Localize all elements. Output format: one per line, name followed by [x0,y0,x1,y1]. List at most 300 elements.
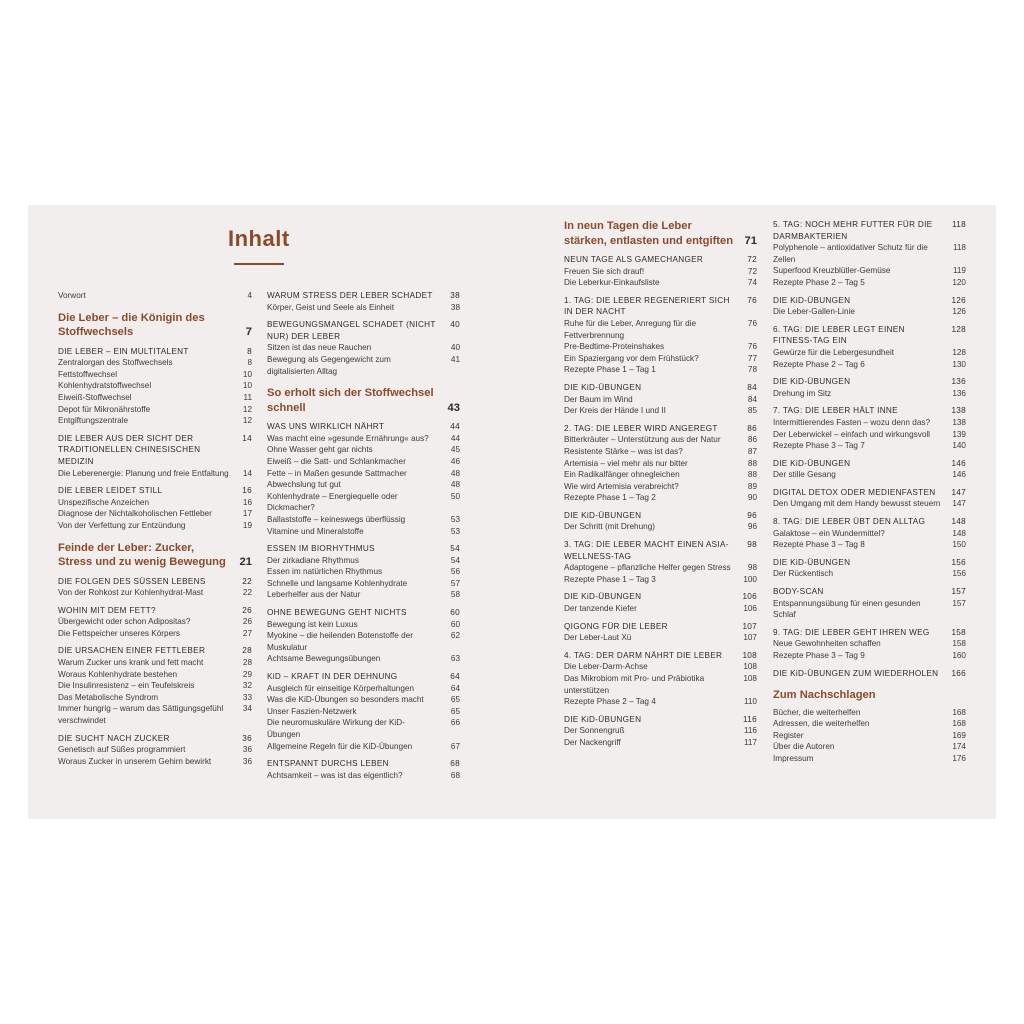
toc-chapter-heading-title: DIE KiD-ÜBUNGEN [564,510,642,520]
toc-entry-title: Schnelle und langsame Kohlenhydrate [267,578,408,588]
toc-entry-page: 11 [243,392,252,402]
toc-chapter-heading-title: DIE SUCHT NACH ZUCKER [58,733,170,743]
toc-entry-page: 136 [952,388,966,398]
toc-entry-title: Fettstoffwechsel [58,369,118,379]
toc-entry-title: Register [773,730,804,740]
toc-entry-title: Rezepte Phase 3 – Tag 7 [773,441,865,451]
toc-section-heading-page: 7 [245,326,252,339]
toc-chapter-heading-page: 106 [742,592,757,602]
toc-entry-title: Der Leber-Laut Xü [564,633,632,643]
toc-entry-page: 62 [450,631,460,641]
toc-entry-page: 138 [952,417,966,427]
toc-entry-page: 36 [242,745,252,755]
toc-entry [267,630,460,653]
toc-chapter-heading [773,586,966,598]
toc-entry-title: Rezepte Phase 3 – Tag 8 [773,540,865,550]
toc-chapter-heading-title: OHNE BEWEGUNG GEHT NICHTS [267,608,407,618]
toc-entry-title: Von der Rohkost zur Kohlenhydrat-Mast [58,588,204,598]
toc-entry-title: Myokine – die heilenden Botenstoffe der Muskulatur [267,631,413,652]
toc-entry-title: Ein Spaziergang vor dem Frühstück? [564,353,699,363]
toc-entry [267,433,460,445]
toc-entry-page: 169 [952,730,966,740]
toc-entry [267,444,460,456]
toc-section-heading [564,219,757,248]
toc-column-1 [58,290,252,767]
toc-entry-title: Wie wird Artemisia verabreicht? [564,481,679,491]
toc-entry [564,492,757,504]
toc-entry [564,521,757,533]
toc-chapter-heading [564,539,757,562]
toc-entry-title: Der tanzende Kiefer [564,604,637,614]
toc-entry-title: Allgemeine Regeln für die KiD-Übungen [267,741,413,751]
toc-entry [267,717,460,740]
toc-entry-title: Achtsamkeit – was ist das eigentlich? [267,770,403,780]
toc-entry-title: Freuen Sie sich drauf! [564,266,645,276]
toc-entry-page: 26 [242,617,252,627]
toc-chapter-heading-title: DIE KiD-ÜBUNGEN [773,458,851,468]
toc-chapter-heading-page: 26 [242,605,252,615]
toc-entry [564,353,757,365]
toc-chapter-heading-title: 2. TAG: DIE LEBER WIRD ANGEREGT [564,423,718,433]
toc-section-heading-title: Feinde der Leber: Zucker, Stress und zu wenig Bewegung [58,541,226,568]
toc-entry-title: Intermittierendes Fasten – wozu denn das? [773,417,931,427]
toc-entry-page: 120 [952,277,966,287]
toc-entry-title: Der Baum im Wind [564,394,633,404]
toc-entry [773,265,966,277]
toc-chapter-heading [58,485,252,497]
toc-entry [773,469,966,481]
toc-entry-page: 10 [242,381,252,391]
toc-chapter-heading-page: 14 [242,433,252,443]
toc-entry-page: 156 [952,569,966,579]
toc-entry-page: 139 [952,429,966,439]
toc-entry-page: 63 [450,654,460,664]
toc-entry-page: 8 [247,358,252,368]
toc-entry-page: 19 [242,520,252,530]
toc-entry-page: 160 [952,651,966,660]
toc-entry-title: Depot für Mikronährstoffe [58,404,151,414]
toc-entry [564,446,757,458]
toc-chapter-heading [773,405,966,417]
toc-chapter-heading [773,376,966,388]
toc-entry-page: 110 [743,697,757,707]
toc-entry-page: 40 [450,343,460,353]
toc-entry-page: 78 [747,365,757,375]
toc-entry-page: 108 [743,662,757,672]
toc-chapter-heading [773,324,966,347]
toc-entry-page: 29 [242,669,252,679]
toc-entry [564,394,757,406]
toc-entry [773,528,966,540]
toc-entry [58,669,252,681]
toc-chapter-heading-title: 9. TAG: DIE LEBER GEHT IHREN WEG [773,627,930,637]
toc-chapter-heading-title: 3. TAG: DIE LEBER MACHT EINEN ASIA-WELLNESS-TAG [564,540,729,561]
toc-chapter-heading-title: BEWEGUNGSMANGEL SCHADET (NICHT NUR) DER LEBER [267,320,436,341]
toc-entry [267,653,460,665]
toc-entry-title: Kohlenhydrate – Energiequelle oder Dickmacher? [267,491,398,513]
toc-chapter-heading-page: 148 [951,517,966,527]
toc-entry-title: Übergewicht oder schon Adipositas? [58,617,191,627]
toc-entry [564,737,757,749]
toc-entry-title: Von der Verfettung zur Entzündung [58,520,186,530]
toc-entry-title: Der Kreis der Hände I und II [564,406,666,416]
toc-entry-page: 96 [747,522,757,532]
toc-chapter-heading-title: DIE KiD-ÜBUNGEN [773,295,851,305]
toc-chapter-heading [564,254,757,266]
toc-entry [564,725,757,737]
toc-entry-title: Rezepte Phase 2 – Tag 6 [773,359,865,369]
toc-entry-page: 86 [747,435,757,445]
toc-entry [773,650,966,662]
toc-entry [267,555,460,567]
toc-entry-title: Der Nackengriff [564,737,621,747]
toc-entry [773,539,966,551]
toc-entry-title: Neue Gewohnheiten schaffen [773,639,881,649]
toc-entry [773,306,966,318]
toc-chapter-heading-title: WAS UNS WIRKLICH NÄHRT [267,422,385,432]
toc-entry-title: Artemisia – viel mehr als nur bitter [564,458,688,468]
toc-entry [58,587,252,599]
toc-chapter-heading-title: 5. TAG: NOCH MEHR FUTTER FÜR DIE DARMBAKTERIEN [773,220,933,241]
toc-entry-title: Rezepte Phase 2 – Tag 5 [773,277,865,287]
toc-entry-page: 117 [743,737,757,747]
toc-entry-title: Immer hungrig – warum das Sättigungsgefühl verschwindet [58,704,224,726]
toc-chapter-heading [564,382,757,394]
toc-chapter-heading-page: 86 [747,423,757,433]
toc-chapter-heading-title: NEUN TAGE ALS GAMECHANGER [564,255,704,264]
toc-entry-title: Abwechslung tut gut [267,480,341,490]
toc-chapter-heading-page: 118 [952,220,966,229]
toc-entry [773,638,966,650]
toc-entry [773,753,966,765]
toc-chapter-heading-title: WOHIN MIT DEM FETT? [58,605,156,615]
toc-entry-title: Woraus Kohlenhydrate bestehen [58,669,178,679]
toc-entry [564,277,757,289]
toc-entry [58,290,252,302]
toc-entry-page: 168 [952,707,966,717]
toc-chapter-heading-title: DIE KiD-ÜBUNGEN [773,377,851,387]
toc-entry [267,526,460,538]
toc-entry-page: 68 [450,770,460,780]
toc-entry-page: 48 [450,468,460,478]
toc-chapter-heading-title: DIE KiD-ÜBUNGEN ZUM WIEDERHOLEN [773,668,939,678]
toc-chapter-heading-page: 84 [747,382,757,392]
toc-entry [58,692,252,704]
toc-entry-title: Resistente Stärke – was ist das? [564,446,683,456]
toc-chapter-heading-title: 1. TAG: DIE LEBER REGENERIERT SICH IN DER NACHT [564,295,730,317]
toc-chapter-heading-title: DIE LEBER LEIDET STILL [58,486,163,496]
toc-entry [58,369,252,381]
toc-entry-title: Körper, Geist und Seele als Einheit [267,302,394,312]
toc-entry-title: Adaptogene – pflanzliche Helfer gegen Stress [564,563,731,573]
toc-chapter-heading-title: 7. TAG: DIE LEBER HÄLT INNE [773,406,898,416]
toc-entry-page: 53 [450,526,460,536]
toc-chapter-heading-page: 68 [450,759,460,769]
toc-entry-page: 174 [952,742,966,752]
toc-entry-page: 4 [247,291,252,300]
toc-chapter-heading-title: 6. TAG: DIE LEBER LEGT EINEN FITNESS-TAG EIN [773,324,905,346]
toc-chapter-heading [773,219,966,242]
toc-column-2 [267,290,460,781]
toc-section-heading [267,386,460,415]
toc-entry [267,741,460,753]
toc-entry-page: 16 [242,497,252,507]
toc-section-heading-page: 21 [239,556,252,568]
toc-entry-page: 106 [743,604,757,614]
toc-chapter-heading-page: 22 [242,576,252,586]
toc-entry-page: 72 [747,266,757,276]
toc-chapter-heading-page: 146 [951,458,966,468]
toc-entry-title: Über die Autoren [773,742,835,752]
toc-chapter-heading-page: 108 [742,650,757,660]
toc-entry-title: Der zirkadiane Rhythmus [267,555,359,565]
toc-chapter-heading-page: 64 [450,672,460,682]
toc-entry-page: 130 [952,359,966,369]
toc-chapter-heading-title: ENTSPANNT DURCHS LEBEN [267,759,389,769]
toc-entry-page: 64 [450,683,460,693]
toc-chapter-heading-title: DIE FOLGEN DES SÜSSEN LEBENS [58,576,206,586]
toc-entry-page: 41 [450,354,460,364]
toc-entry-title: Rezepte Phase 3 – Tag 9 [773,651,865,660]
toc-chapter-heading-title: DIE KiD-ÜBUNGEN [564,592,642,602]
toc-entry-page: 28 [242,658,252,668]
toc-entry [58,392,252,404]
toc-entry-title: Eiweiß-Stoffwechsel [58,392,132,402]
toc-entry [773,429,966,441]
toc-chapter-heading-page: 44 [450,422,460,432]
toc-entry-page: 74 [747,278,757,288]
toc-entry-title: Ohne Wasser geht gar nichts [267,445,373,455]
toc-entry [58,744,252,756]
toc-entry-page: 54 [450,555,460,565]
toc-entry-page: 76 [747,318,757,328]
toc-chapter-heading-title: 8. TAG: DIE LEBER ÜBT DEN ALLTAG [773,517,926,527]
toc-entry-page: 146 [952,470,966,480]
toc-entry [267,694,460,706]
toc-entry-page: 65 [450,706,460,716]
toc-chapter-heading-page: 60 [450,608,460,618]
toc-entry-page: 168 [952,719,966,729]
toc-chapter-heading [58,346,252,358]
toc-entry-title: Das Mikrobiom mit Pro- und Präbiotika unterstützen [564,674,705,695]
toc-entry-title: Unser Faszien-Netzwerk [267,706,357,716]
toc-entry [564,574,757,586]
toc-entry [267,619,460,631]
toc-entry-page: 65 [450,695,460,705]
toc-entry [773,359,966,371]
toc-entry-title: Unspezifische Anzeichen [58,497,150,507]
toc-chapter-heading-title: QIGONG FÜR DIE LEBER [564,621,668,631]
toc-entry-title: Pre-Bedtime-Proteinshakes [564,342,665,352]
toc-entry [267,342,460,354]
toc-entry-title: Fette – in Maßen gesunde Sattmacher [267,468,407,478]
toc-entry [773,707,966,719]
toc-chapter-heading [58,605,252,617]
toc-entry-title: Rezepte Phase 1 – Tag 3 [564,574,656,584]
toc-chapter-heading [773,487,966,499]
toc-entry-page: 14 [242,468,252,478]
toc-entry-title: Ausgleich für einseitige Körperhaltungen [267,683,415,693]
toc-section-heading-page: 71 [744,234,757,247]
toc-entry-title: Bewegung ist kein Luxus [267,619,358,629]
toc-entry-title: Die Leberenergie: Planung und freie Entfaltung [58,468,229,478]
toc-entry-page: 38 [450,302,460,312]
toc-entry [58,468,252,480]
toc-entry-title: Der Sonnengruß [564,726,625,736]
toc-entry [267,589,460,601]
toc-entry [773,347,966,359]
toc-entry-page: 10 [242,369,252,379]
toc-chapter-heading [58,733,252,745]
toc-entry [564,562,757,574]
toc-chapter-heading-page: 8 [247,346,252,356]
toc-chapter-heading [773,516,966,528]
toc-entry [773,498,966,510]
toc-entry-page: 50 [450,491,460,501]
toc-chapter-heading-page: 128 [951,324,966,334]
toc-entry-page: 45 [450,445,460,455]
toc-entry-title: Der Leberwickel – einfach und wirkungsvoll [773,429,931,439]
toc-entry-page: 88 [747,458,757,468]
toc-entry [564,364,757,376]
toc-entry-page: 44 [450,433,460,443]
toc-entry [267,566,460,578]
toc-entry [773,417,966,429]
toc-entry [564,341,757,353]
toc-entry [773,741,966,753]
toc-entry-title: Die Leber-Darm-Achse [564,662,648,672]
toc-chapter-heading [267,421,460,433]
toc-entry [564,469,757,481]
toc-entry-page: 87 [747,446,757,456]
toc-entry [58,357,252,369]
toc-entry-title: Zentralorgan des Stoffwechsels [58,358,173,368]
toc-entry-page: 17 [242,509,252,519]
toc-entry-title: Die Leber-Gallen-Linie [773,307,855,317]
toc-chapter-heading-page: 136 [951,377,966,387]
toc-entry-title: Adressen, die weiterhelfen [773,719,870,729]
toc-chapter-heading-page: 158 [951,627,966,637]
toc-entry [773,718,966,730]
toc-entry [267,578,460,590]
toc-section-heading [773,688,966,703]
toc-entry-page: 57 [450,578,460,588]
toc-entry-page: 176 [952,754,966,764]
toc-entry-page: 89 [747,481,757,491]
toc-entry [58,380,252,392]
toc-chapter-heading-title: KiD – KRAFT IN DER DEHNUNG [267,672,398,682]
toc-chapter-heading-title: 4. TAG: DER DARM NÄHRT DIE LEBER [564,650,723,660]
toc-entry [564,673,757,696]
toc-entry [564,481,757,493]
toc-entry-page: 98 [747,563,757,573]
toc-chapter-heading-title: DIE KiD-ÜBUNGEN [773,557,851,567]
toc-entry [58,497,252,509]
toc-chapter-heading-page: 116 [743,714,757,724]
toc-chapter-heading-page: 166 [951,668,966,678]
toc-chapter-heading-title: DIE LEBER AUS DER SICHT DER TRADITIONELLEN CHINESISCHEN MEDIZIN [58,433,201,466]
toc-entry-page: 84 [747,394,757,404]
toc-chapter-heading-page: 16 [242,486,252,496]
toc-entry [267,302,460,314]
toc-entry [267,456,460,468]
toc-entry [58,657,252,669]
toc-chapter-heading-title: DIE URSACHEN EINER FETTLEBER [58,646,206,656]
toc-chapter-heading-page: 107 [742,621,757,631]
toc-entry-title: Ruhe für die Leber, Anregung für die Fettverbrennung [564,318,697,340]
toc-entry [58,756,252,768]
toc-entry-page: 33 [242,692,252,702]
toc-entry [267,706,460,718]
toc-entry-title: Den Umgang mit dem Handy bewusst steuern [773,499,941,509]
toc-entry-title: Was macht eine »gesunde Ernährung« aus? [267,433,429,443]
toc-entry-title: Bücher, die weiterhelfen [773,707,861,717]
toc-entry-page: 34 [242,704,252,714]
toc-entry-page: 32 [242,681,252,691]
toc-entry-page: 90 [747,493,757,503]
toc-entry-title: Diagnose der Nichtalkoholischen Fettleber [58,509,212,519]
toc-chapter-heading [267,607,460,619]
toc-entry [58,680,252,692]
toc-entry [773,388,966,400]
toc-entry-title: Gewürze für die Lebergesundheit [773,347,895,357]
toc-entry-page: 150 [952,540,966,550]
toc-entry [267,354,460,377]
toc-chapter-heading-title: DIE KiD-ÜBUNGEN [564,382,642,392]
toc-entry-title: Die neuromuskuläre Wirkung der KiD-Übungen [267,718,405,739]
toc-entry [58,508,252,520]
toc-entry-page: 22 [242,588,252,598]
toc-entry-title: Der Schritt (mit Drehung) [564,522,655,532]
toc-chapter-heading-title: BODY-SCAN [773,587,824,597]
toc-chapter-heading [773,627,966,639]
toc-entry-page: 58 [450,590,460,600]
toc-entry-title: Entspannungsübung für einen gesunden Schlaf [773,598,921,620]
toc-entry [58,520,252,532]
toc-entry-title: Entgiftungszentrale [58,416,129,426]
toc-entry-page: 67 [450,741,460,751]
toc-entry [58,415,252,427]
toc-entry-title: Galaktose – ein Wundermittel? [773,528,885,538]
toc-entry [58,404,252,416]
toc-entry-title: Kohlenhydratstoffwechsel [58,381,152,391]
toc-entry-page: 116 [743,726,757,736]
toc-chapter-heading [773,458,966,470]
toc-entry-title: Sitzen ist das neue Rauchen [267,343,372,353]
toc-entry-page: 140 [952,441,966,451]
toc-entry-page: 56 [450,567,460,577]
toc-section-heading [58,541,252,570]
toc-section-heading-title: Zum Nachschlagen [773,689,876,702]
toc-chapter-heading-page: 40 [450,320,460,330]
toc-entry-title: Was die KiD-Übungen so besonders macht [267,695,424,705]
toc-entry-title: Ballaststoffe – keineswegs überflüssig [267,514,406,524]
toc-entry-title: Impressum [773,754,814,764]
toc-entry [564,458,757,470]
toc-entry-page: 66 [450,718,460,728]
toc-entry-title: Leberhelfer aus der Natur [267,590,361,600]
toc-chapter-heading [564,650,757,662]
toc-entry-page: 100 [743,574,757,584]
toc-entry-page: 53 [450,514,460,524]
toc-chapter-heading-title: DIE LEBER – EIN MULTITALENT [58,346,189,356]
toc-entry [267,468,460,480]
toc-entry-title: Die Fettspeicher unseres Körpers [58,628,180,638]
toc-chapter-heading [58,433,252,468]
toc-entry-page: 46 [450,456,460,466]
toc-chapter-heading-page: 72 [747,255,757,264]
toc-entry-title: Drehung im Sitz [773,388,832,398]
